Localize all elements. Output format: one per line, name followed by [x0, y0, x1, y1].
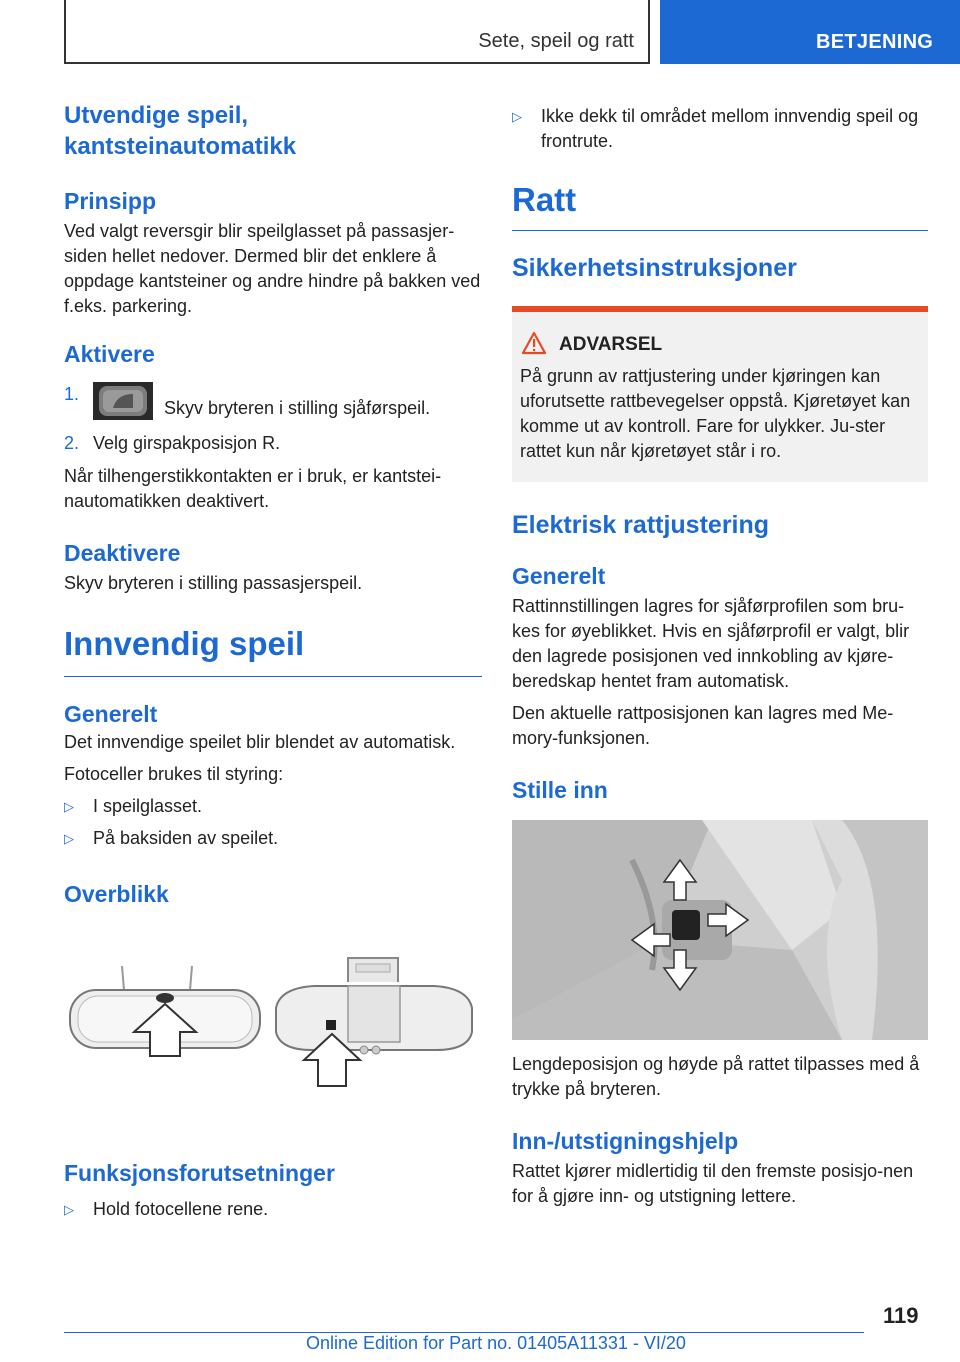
bullet-text: På baksiden av speilet.	[93, 828, 279, 848]
warning-text: På grunn av rattjustering under kjøringen kan uforutsette rattbevegelser oppstå. Kjøretøyet kan komme ut av kontroll. Fare for ulykker. Ju-ster rattet kun når kjøretøyet står i ro.	[520, 366, 911, 461]
heading-overblikk: Overblikk	[64, 881, 169, 907]
title-ratt: Ratt	[512, 181, 577, 218]
heading-stille-inn: Stille inn	[512, 777, 608, 803]
steering-adjust-photo	[512, 820, 928, 1040]
mirror-switch-icon	[93, 382, 153, 427]
warning-title-row	[559, 334, 920, 356]
header-section: BETJENING	[816, 31, 934, 53]
warning-box	[512, 306, 928, 482]
step-1	[64, 382, 482, 427]
section-title-exterior-mirrors: Utvendige speil, kantsteinautomatikk	[64, 102, 297, 160]
bullet-text: I speilglasset.	[93, 796, 203, 816]
mirror-overview-illustration	[64, 952, 482, 1102]
prinsipp-text: Ved valgt reversgir blir speilglasset på passasjer-siden hellet nedover. Dermed blir det enklere å oppdage kantsteiner og andre hindre på bakken ved f.eks. parkering.	[64, 221, 481, 316]
deaktivere-text: Skyv bryteren i stilling passasjerspeil.	[64, 573, 363, 593]
step-text: Velg girspakposisjon R.	[93, 433, 281, 453]
bullet-marker-icon: ▷	[64, 1202, 74, 1217]
chapter-ratt	[512, 180, 928, 231]
heading-prinsipp: Prinsipp	[64, 188, 157, 214]
heading-generelt-left: Generelt	[64, 701, 158, 727]
stille-inn-caption: Lengdeposisjon og høyde på rattet tilpasses med å trykke på bryteren.	[512, 1054, 920, 1099]
warning-title: ADVARSEL	[559, 334, 663, 355]
step-number: 1.	[64, 384, 80, 404]
step-number: 2.	[64, 433, 80, 453]
heading-inn-utstigningshjelp: Inn-/utstigningshjelp	[512, 1128, 739, 1154]
generelt-text-2: Fotoceller brukes til styring:	[64, 764, 284, 784]
inn-utstigning-text: Rattet kjører midlertidig til den fremste posisjo-nen for å gjøre inn- og utstigning lettere.	[512, 1161, 914, 1206]
chapter-innvendig-speil	[64, 624, 482, 677]
generelt-text-1: Det innvendige speilet blir blendet av automatisk.	[64, 732, 456, 752]
header-section-tab	[660, 0, 960, 64]
page-number: 119	[883, 1303, 919, 1328]
bullet-item	[64, 794, 482, 819]
ratt-generelt-text-2: Den aktuelle rattposisjonen kan lagres med Me-mory-funksjonen.	[512, 703, 894, 748]
warning-triangle-icon	[521, 331, 547, 361]
bullet-marker-icon: ▷	[64, 831, 74, 846]
heading-funksjonsforutsetninger: Funksjonsforutsetninger	[64, 1160, 335, 1186]
ratt-generelt-text-1: Rattinnstillingen lagres for sjåførprofilen som bru-kes for øyeblikket. Hvis en sjåførprofil er valgt, blir den lagrede posisjonen ved innkobling av kjøre-beredskap hentet fram automatisk.	[512, 596, 910, 691]
footer-edition: Online Edition for Part no. 01405A11331 - VI/20	[306, 1333, 686, 1353]
bullet-item	[64, 826, 482, 851]
bullet-text: Ikke dekk til området mellom innvendig speil og frontrute.	[541, 106, 919, 151]
heading-sikkerhetsinstruksjoner: Sikkerhetsinstruksjoner	[512, 254, 797, 282]
step-text: Skyv bryteren i stilling sjåførspeil.	[164, 398, 431, 418]
title-innvendig-speil: Innvendig speil	[64, 625, 305, 662]
bullet-marker-icon: ▷	[512, 109, 522, 124]
header-chapter: Sete, speil og ratt	[478, 30, 634, 52]
aktivere-note: Når tilhengerstikkontakten er i bruk, er kantstei-nautomatikken deaktivert.	[64, 466, 442, 511]
heading-generelt-right: Generelt	[512, 563, 606, 589]
heading-deaktivere: Deaktivere	[64, 540, 181, 566]
right-column	[512, 104, 928, 1209]
left-column	[64, 100, 482, 1222]
bullet-item	[64, 1197, 482, 1222]
heading-elektrisk-rattjustering: Elektrisk rattjustering	[512, 511, 770, 539]
bullet-item	[512, 104, 928, 154]
step-2	[64, 431, 482, 456]
bullet-text: Hold fotocellene rene.	[93, 1199, 269, 1219]
bullet-marker-icon: ▷	[64, 799, 74, 814]
header-chapter-box	[64, 0, 650, 64]
heading-aktivere: Aktivere	[64, 341, 155, 367]
